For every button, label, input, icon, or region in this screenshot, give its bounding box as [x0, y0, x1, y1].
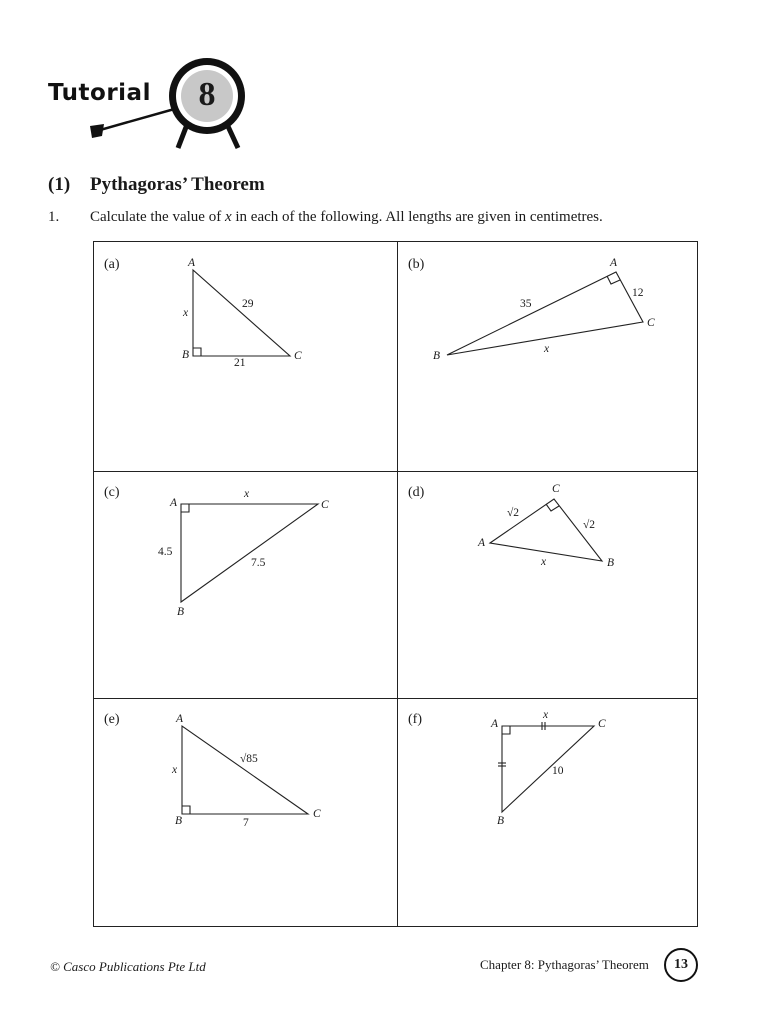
right-angle-b	[607, 276, 620, 284]
right-angle-a	[193, 348, 201, 356]
vertex-c-b: B	[177, 606, 185, 618]
vertex-d-c: C	[552, 483, 560, 495]
triangle-e	[182, 726, 308, 814]
section-title: Pythagoras’ Theorem	[90, 174, 265, 195]
right-angle-c	[181, 504, 189, 512]
side-b-35: 35	[520, 298, 532, 310]
side-e-7: 7	[243, 817, 249, 829]
vertex-e-a: A	[176, 713, 184, 725]
triangle-f	[502, 726, 594, 812]
side-a-base: 21	[234, 357, 246, 369]
vertex-d-a: A	[478, 537, 486, 549]
side-d-root2-left: √2	[507, 507, 520, 519]
right-angle-d	[546, 504, 559, 511]
part-label-f: (f)	[408, 712, 422, 727]
side-c-75: 7.5	[251, 557, 266, 569]
vertex-f-b: B	[497, 815, 505, 827]
right-angle-f	[502, 726, 510, 734]
section-number: (1)	[48, 174, 71, 195]
vertex-b-b: B	[433, 350, 441, 362]
vertex-f-a: A	[491, 718, 499, 730]
vertex-f-c: C	[598, 718, 606, 730]
tutorial-number: 8	[198, 76, 216, 113]
vertex-d-b: B	[607, 557, 615, 569]
publisher-credit: © Casco Publications Pte Ltd	[50, 959, 206, 974]
side-d-root2-right: √2	[583, 519, 596, 531]
question-text: Calculate the value of x in each of the following. All lengths are given in centimetres.	[90, 209, 603, 225]
side-e-root85: √85	[240, 753, 258, 765]
vertex-c-a: A	[170, 497, 178, 509]
side-a-hyp: 29	[242, 298, 254, 310]
side-e-x: x	[172, 764, 178, 776]
tutorial-word: Tutorial	[48, 80, 151, 106]
side-a-x: x	[183, 307, 189, 319]
part-label-c: (c)	[104, 485, 120, 500]
side-f-x: x	[543, 709, 549, 721]
triangle-c	[181, 504, 318, 602]
part-label-a: (a)	[104, 257, 120, 272]
vertex-e-c: C	[313, 808, 321, 820]
vertex-a-b: B	[182, 349, 190, 361]
vertex-c-c: C	[321, 499, 329, 511]
side-b-x: x	[544, 343, 550, 355]
page-number: 13	[664, 948, 698, 982]
side-b-12: 12	[632, 287, 644, 299]
side-f-10: 10	[552, 765, 564, 777]
right-angle-e	[182, 806, 190, 814]
question-number: 1.	[48, 209, 60, 225]
side-c-x: x	[244, 488, 250, 500]
part-label-d: (d)	[408, 485, 425, 500]
vertex-b-a: A	[610, 257, 618, 269]
vertex-a-c: C	[294, 350, 302, 362]
chapter-footer: Chapter 8: Pythagoras’ Theorem	[480, 957, 649, 972]
triangle-a	[193, 270, 290, 356]
vertex-a-a: A	[188, 257, 196, 269]
side-c-45: 4.5	[158, 546, 173, 558]
part-label-e: (e)	[104, 712, 120, 727]
vertex-b-c: C	[647, 317, 655, 329]
part-label-b: (b)	[408, 257, 425, 272]
side-d-x: x	[541, 556, 547, 568]
vertex-e-b: B	[175, 815, 183, 827]
